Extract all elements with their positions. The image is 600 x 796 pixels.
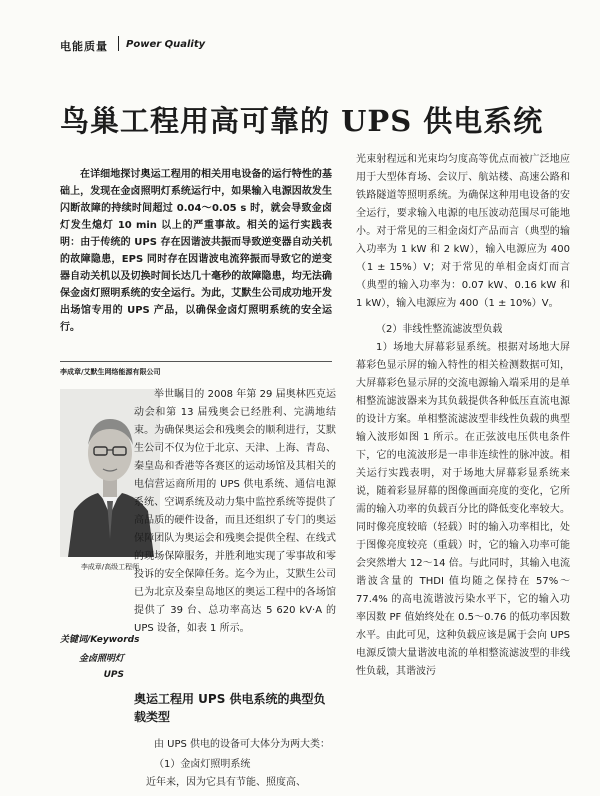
- header-divider: [118, 36, 119, 51]
- byline: 李成章/艾默生网络能源有限公司: [60, 368, 161, 376]
- section-paragraph: 由 UPS 供电的设备可大体分为两大类：: [154, 739, 331, 750]
- header-category: 电能质量: [60, 40, 108, 53]
- photo-caption: 李成章/高级工程师: [80, 563, 140, 571]
- keywords-label: 关键词/Keywords: [60, 635, 140, 645]
- subsection-paragraph-start: 近年来，因为它具有节能、照度高、: [146, 777, 306, 788]
- section-heading: 奥运工程用 UPS 供电系统的典型负载类型: [134, 692, 326, 724]
- header-category-en: Power Quality: [126, 39, 206, 50]
- subsection-heading: （1）金卤灯照明系统: [154, 759, 251, 770]
- right-paragraph: 1）场地大屏幕彩显系统。根据对场地大屏幕彩色显示屏的输入特性的相关检测数据可知，大屏幕彩色显示屏的交流电源输入端采用的是单相整流滤波器来为其负载提供各种低压直流电源的设计方案。单相整流滤波型非线性负载的典型输入波形如图 1 所示。在正弦波电压供电条件下，它的电流波形是一串非连续性的脉冲波。相关运行实践表明，对于场地大屏幕彩显系统来说，随着彩显屏幕的图像画面亮度的变化，它所需的输入功率的负载百分比的降低变化率较大。同时像亮度较暗（轻载）时的输入功率相比，处于图像亮度较亮（重载）时，它的输入功率可能会突然增大 12～14 倍。与此同时，其输入电流谐波含量的 THDI 值均随之保持在 57%～77.4% 的高电流谐波污染水平下，它的输入功率因数 PF 值始终处在 0.5～0.76 的低功率因数水平。由此可见，这种负载应该是属于会向 UPS 电源反馈大量谐波电流的单相整流滤波型的非线性负载，其谐波污: [356, 342, 570, 677]
- keyword-item: UPS: [103, 670, 124, 680]
- intro-paragraph: 举世瞩目的 2008 年第 29 届奥林匹克运动会和第 13 届残奥会已经胜利、完满地结束。为确保奥运会和残奥会的顺利进行，艾默生公司不仅为位于北京、天津、上海、青岛、秦皇岛和香港等各赛区的运动场馆及其相关的电信营运商所用的 UPS 供电系统、通信电源系统、空调系统及动力集中监控系统等提供了高品质的硬件设备，而且还组织了专门的奥运保障团队为奥运会和残奥会提供全程、在线式的现场保障服务，并胜利地实现了零事故和零投诉的安全保障任务。迄今为止，艾默生公司已为北京及秦皇岛地区的奥运工程中的各场馆提供了 39 台、总功率高达 5 620 kV·A 的 UPS 设备，如表 1 所示。: [134, 389, 336, 634]
- article-title: 鸟巢工程用高可靠的 UPS 供电系统: [60, 104, 544, 138]
- right-paragraph: 光束射程远和光束均匀度高等优点而被广泛地应用于大型体育场、会议厅、航站楼、高速公路和铁路隧道等照明系统。为确保这种用电设备的安全运行，要求输入电源的电压波动范围尽可能地小。对于常见的三相金卤灯产品而言（典型的输入功率为 1 kW 和 2 kW），输入电源应为 400（1 ± 15%）V；对于常见的单相金卤灯而言（典型的输入功率为：0.07 kW、0.16 kW 和 1 kW），输入电源应为 400（1 ± 10%）V。: [356, 154, 570, 309]
- subsection-heading: （2）非线性整流滤波型负载: [376, 324, 503, 335]
- right-column: [356, 151, 570, 681]
- byline-divider: [60, 361, 332, 362]
- article-abstract: 在详细地探讨奥运工程用的相关用电设备的运行特性的基础上，发现在金卤照明灯系统运行中，如果输入电源因故发生闪断故障的持续时间超过 0.04～0.05 s 时，就会导致金卤灯发生熄灯 10 min 以上的严重事故。相关的运行实践表明：由于传统的 UPS 存在因谐波共振而导致逆变器自动关机的故障隐患，EPS 同时存在因谐波电流猝振而导致它的逆变器自动关机以及切换时间长达几十毫秒的故障隐患，均无法确保金卤灯照明系统的安全运行。为此，艾默生公司成功地开发出场馆专用的 UPS 产品，以确保金卤灯照明系统的安全运行。: [60, 169, 332, 333]
- keyword-item: 金卤照明灯: [78, 654, 124, 664]
